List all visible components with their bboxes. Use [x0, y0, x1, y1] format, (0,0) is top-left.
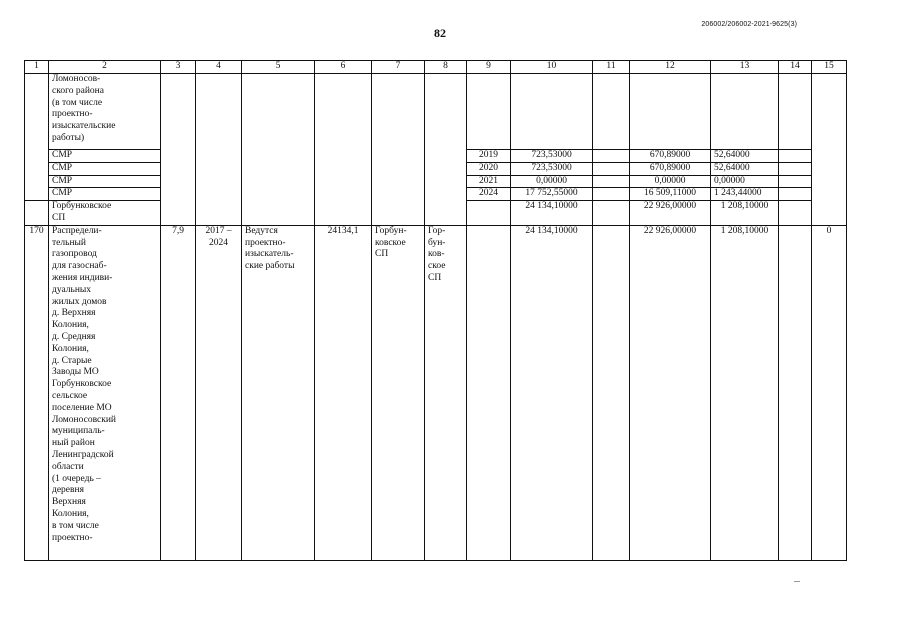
table-cell: 2021 [467, 175, 511, 188]
table-cell: 670,89000 [630, 162, 711, 175]
table-cell [779, 150, 812, 163]
table-cell: Ведутся проектно- изыскатель- ские работы [242, 225, 315, 560]
table-cell: Гор- бун- ков- ское СП [425, 225, 467, 560]
table-cell [812, 74, 847, 226]
table-cell: 2020 [467, 162, 511, 175]
header-cell: 1 [25, 61, 49, 74]
table-cell [779, 74, 812, 150]
table-cell [372, 74, 425, 226]
table-cell [593, 225, 630, 560]
table-cell: 2017 – 2024 [196, 225, 242, 560]
header-cell: 8 [425, 61, 467, 74]
table-cell [779, 188, 812, 201]
header-cell: 4 [196, 61, 242, 74]
table-cell [25, 74, 49, 201]
table-cell: 22 926,00000 [630, 225, 711, 560]
table-cell: 24 134,10000 [511, 201, 593, 226]
table-cell: СМР [49, 188, 161, 201]
header-cell: 3 [161, 61, 196, 74]
header-cell: 2 [49, 61, 161, 74]
header-cell: 6 [315, 61, 372, 74]
table-cell [711, 74, 779, 150]
page-number: 82 [434, 26, 446, 40]
table-cell [593, 150, 630, 163]
table-cell [242, 74, 315, 226]
data-table [24, 60, 847, 561]
table-cell: СМР [49, 175, 161, 188]
table-row [25, 74, 847, 150]
table-cell: 52,64000 [711, 150, 779, 163]
header-cell: 7 [372, 61, 425, 74]
header-cell: 12 [630, 61, 711, 74]
table-cell [593, 162, 630, 175]
table-cell: 24 134,10000 [511, 225, 593, 560]
table-cell [593, 188, 630, 201]
table-cell: 723,53000 [511, 162, 593, 175]
document-id: 206002/206002-2021-9625(3) [701, 21, 797, 28]
table-cell [161, 74, 196, 226]
table-cell [779, 225, 812, 560]
scan-mark [794, 581, 800, 582]
table-cell: Горбунковское СП [49, 201, 161, 226]
table-cell: 2019 [467, 150, 511, 163]
table-cell: 723,53000 [511, 150, 593, 163]
header-cell: 10 [511, 61, 593, 74]
table-cell [630, 74, 711, 150]
table-cell [593, 175, 630, 188]
table-cell [779, 201, 812, 226]
table-cell: 2024 [467, 188, 511, 201]
table-cell: 1 208,10000 [711, 201, 779, 226]
table-cell [593, 201, 630, 226]
table-cell: СМР [49, 150, 161, 163]
row-number: 170 [25, 225, 49, 560]
table-cell: 1 208,10000 [711, 225, 779, 560]
header-cell: 15 [812, 61, 847, 74]
table-cell [467, 201, 511, 226]
header-cell: 11 [593, 61, 630, 74]
object-name: Распредели- тельный газопровод для газоснаб- жения индиви- дуальных жилых домов д. Верхняя Колония, д. Средняя Колония, д. Старые Заводы МО Горбунковское сельское поселение МО Ломоносовский муниципаль- ный район Ленинградской области (1 очередь – деревня Верхняя Колония, в том числе проектно- [49, 225, 161, 560]
header-cell: 13 [711, 61, 779, 74]
table-cell [467, 225, 511, 560]
table-row-170 [25, 225, 847, 560]
table-cell: 0,00000 [630, 175, 711, 188]
table-cell [593, 74, 630, 150]
table-cell [315, 74, 372, 226]
table-cell: 0,00000 [511, 175, 593, 188]
table-cell: 7,9 [161, 225, 196, 560]
table-cell: 52,64000 [711, 162, 779, 175]
table-cell: 0,00000 [711, 175, 779, 188]
table-cell: СМР [49, 162, 161, 175]
table-cell [511, 74, 593, 150]
table-cell: Ломоносов- ского района (в том числе проектно- изыскательские работы) [49, 74, 161, 150]
table-cell: 22 926,00000 [630, 201, 711, 226]
header-cell: 14 [779, 61, 812, 74]
header-cell: 9 [467, 61, 511, 74]
table-cell: 17 752,55000 [511, 188, 593, 201]
header-cell: 5 [242, 61, 315, 74]
table-cell [196, 74, 242, 226]
table-cell: 16 509,11000 [630, 188, 711, 201]
table-cell: 0 [812, 225, 847, 560]
table-cell [779, 175, 812, 188]
table-cell: Горбун- ковское СП [372, 225, 425, 560]
table-cell [779, 162, 812, 175]
table-cell [425, 74, 467, 226]
table-cell [25, 201, 49, 226]
table-cell: 24134,1 [315, 225, 372, 560]
table-cell: 1 243,44000 [711, 188, 779, 201]
table-cell: 670,89000 [630, 150, 711, 163]
table-cell [467, 74, 511, 150]
header-row [25, 61, 847, 74]
